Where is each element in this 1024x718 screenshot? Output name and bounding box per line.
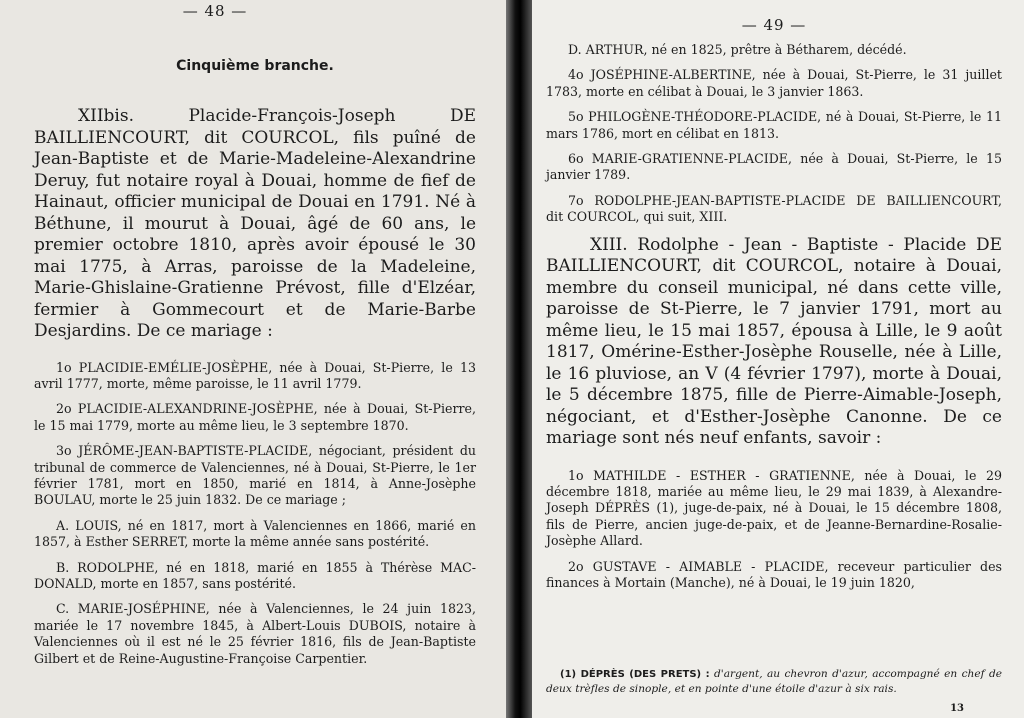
genealogy-entry: A. LOUIS, né en 1817, mort à Valenciennes en 1866, marié en 1857, à Esther SERRET, morte la même année sans postérité. [34,517,476,550]
genealogy-entry: 4o JOSÉPHINE-ALBERTINE, née à Douai, St-Pierre, le 31 juillet 1783, morte en célibat à Douai, le 3 janvier 1863. [546,67,1002,99]
main-paragraph-left: XIIbis. Placide-François-Joseph DE BAILLIENCOURT, dit COURCOL, fils puîné de Jean-Baptiste et de Marie-Madeleine-Alexandrine Deruy, fut notaire royal à Douai, homme de fief de Hainaut, officier municipal de Douai en 1791. Né à Béthune, il mourut à Douai, âgé de 60 ans, le premier octobre 1810, après avoir épousé le 30 mai 1775, à Arras, paroisse de la Madeleine, Marie-Ghislaine-Gratienne Prévost, fille d'Elzéar, fermier à Gommecourt et de Marie-Barbe Desjardins. De ce mariage : [34,106,476,341]
footnote-head: (1) DÉPRÈS (DES PRETS) : [560,669,710,680]
page-number-left: — 48 — [182,2,248,20]
genealogy-entry: 5o PHILOGÈNE-THÉODORE-PLACIDE, né à Douai, St-Pierre, le 11 mars 1786, mort en célibat en 1813. [546,109,1002,141]
genealogy-entry: 6o MARIE-GRATIENNE-PLACIDE, née à Douai, St-Pierre, le 15 janvier 1789. [546,151,1002,183]
genealogy-entry: C. MARIE-JOSÉPHINE, née à Valenciennes, le 24 juin 1823, mariée le 17 novembre 1845, à Albert-Louis DUBOIS, notaire à Valenciennes où il est né le 25 février 1816, fils de Jean-Baptiste Gilbert et de Reine-Augustine-Françoise Carpentier. [34,601,476,666]
footnote [546,667,1002,696]
genealogy-entry: 7o RODOLPHE-JEAN-BAPTISTE-PLACIDE DE BAILLIENCOURT, dit COURCOL, qui suit, XIII. [546,192,1002,225]
left-page [0,0,506,718]
footnote-text: d'argent, au chevron d'azur, accompagné en chef de deux trèfles de sinople, et en pointe d'une étoile d'azur à six rais. [546,668,1003,695]
genealogy-entry: B. RODOLPHE, né en 1818, marié en 1855 à Thérèse MAC-DONALD, morte en 1857, sans postérité. [34,559,476,591]
genealogy-entry: 1o MATHILDE - ESTHER - GRATIENNE, née à Douai, le 29 décembre 1818, mariée au même lieu, le 29 mai 1839, à Alexandre-Joseph DÉPRÈS (1), juge-de-paix, né à Douai, le 15 décembre 1808, fils de Pierre, ancien juge-de-paix, et de Jeanne-Bernardine-Rosalie-Josèphe Allard. [546,467,1002,549]
main-paragraph-right: XIII. Rodolphe - Jean - Baptiste - Placide DE BAILLIENCOURT, dit COURCOL, notaire à Douai, membre du conseil municipal, né dans cette ville, paroisse de St-Pierre, le 7 janvier 1791, mort au même lieu, le 15 mai 1857, épousa à Lille, le 9 août 1817, Omérine-Esther-Josèphe Rouselle, née à Lille, le 16 pluviose, an V (4 février 1797), morte à Douai, le 5 décembre 1875, fille de Pierre-Aimable-Joseph, négociant, et d'Esther-Josèphe Canonne. De ce mariage sont nés neuf enfants, savoir : [546,234,1002,449]
signature-mark: 13 [950,703,964,714]
genealogy-entry: D. ARTHUR, né en 1825, prêtre à Bétharem, décédé. [568,42,907,57]
genealogy-entry: 2o PLACIDIE-ALEXANDRINE-JOSÈPHE, née à Douai, St-Pierre, le 15 mai 1779, morte au même lieu, le 3 septembre 1870. [34,401,476,433]
genealogy-entry: 3o JÉRÔME-JEAN-BAPTISTE-PLACIDE, négociant, président du tribunal de commerce de Valenciennes, né à Douai, St-Pierre, le 1er février 1781, mort en 1850, marié en 1814, à Anne-Josèphe BOULAU, morte le 25 juin 1832. De ce mariage ; [34,443,476,508]
genealogy-entry: 2o GUSTAVE - AIMABLE - PLACIDE, receveur particulier des finances à Mortain (Manche), né à Douai, le 19 juin 1820, [546,558,1002,591]
page-number-right: — 49 — [741,16,807,34]
right-page [532,0,1024,718]
genealogy-entry: 1o PLACIDIE-EMÉLIE-JOSÈPHE, née à Douai, St-Pierre, le 13 avril 1777, morte, même paroisse, le 11 avril 1779. [34,359,476,391]
section-heading: Cinquième branche. [176,58,334,74]
book-gutter [506,0,532,718]
